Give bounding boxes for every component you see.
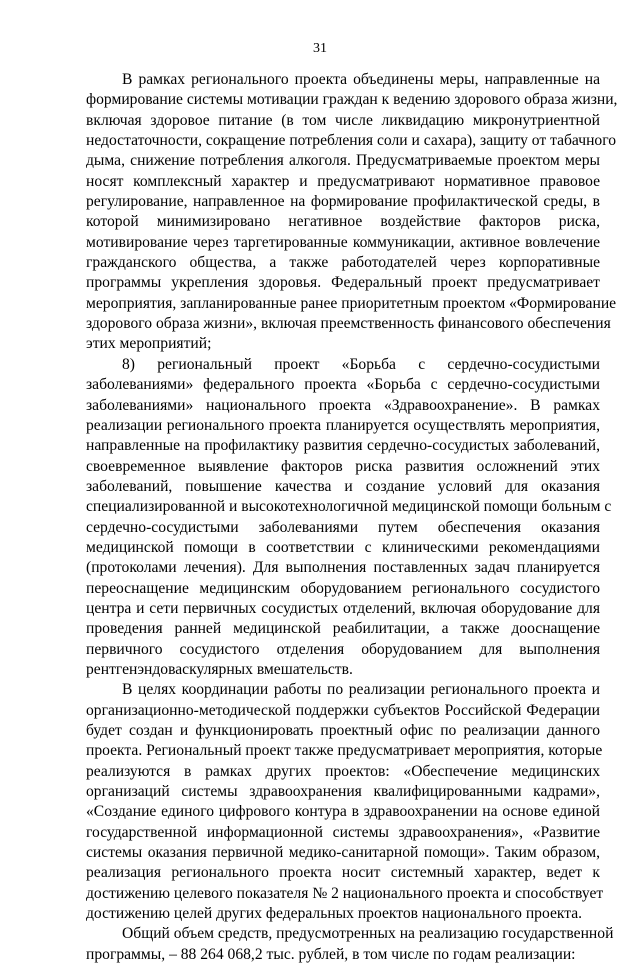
text-line: системы оказания первичной медико-санитарной помощи». Таким образом, [86, 844, 600, 862]
text-line: реализации регионального проекта планируется осуществлять мероприятия, [86, 416, 600, 434]
text-line: программы укрепления здоровья. Федеральный проект предусматривает [86, 274, 600, 292]
text-line: В рамках регионального проекта объединены меры, направленные на [122, 71, 600, 88]
text-line: гражданского общества, а также работодателей через корпоративные [86, 254, 600, 272]
text-line: «Создание единого цифрового контура в здравоохранении на основе единой [86, 803, 600, 821]
text-line: проекта. Региональный проект также предусматривает мероприятия, которые [86, 742, 603, 760]
text-line: регулирование, направленное на формирование профилактической среды, в [86, 193, 600, 211]
text-line: формирование системы мотивации граждан к ведению здорового образа жизни, [86, 91, 618, 109]
text-line: заболеваниями» национального проекта «Здравоохранение». В рамках [86, 396, 600, 414]
text-line: переоснащение медицинским оборудованием регионального сосудистого [86, 579, 600, 597]
text-line: заболеваниями» федерального проекта «Борьба с сердечно-сосудистыми [86, 376, 600, 394]
text-line: центра и сети первичных сосудистых отделений, включая оборудование для [86, 599, 600, 617]
text-line: 8) региональный проект «Борьба с сердечно-сосудистыми [122, 355, 600, 373]
text-line: этих мероприятий; [86, 335, 212, 353]
text-line: достижению целевого показателя № 2 национального проекта и способствует [86, 884, 604, 902]
text-line: медицинской помощи в соответствии с клиническими рекомендациями [86, 538, 600, 556]
text-line: реализация регионального проекта носит системный характер, ведет к [86, 864, 600, 882]
text-line: будет создан и функционировать проектный офис по реализации данного [86, 722, 600, 739]
text-line: здорового образа жизни», включая преемственность финансового обеспечения [86, 315, 611, 333]
text-line: рентгенэндоваскулярных вмешательств. [86, 660, 353, 678]
text-line: (протоколами лечения). Для выполнения поставленных задач планируется [86, 559, 600, 577]
text-line: достижению целей других федеральных проектов национального проекта. [86, 905, 583, 923]
text-line: Общий объем средств, предусмотренных на реализацию государственной [122, 925, 614, 943]
text-line: недостаточности, сокращение потребления соли и сахара), защиту от табачного [86, 132, 617, 150]
text-line: заболеваний, повышение качества и создание условий для оказания [86, 477, 600, 495]
text-line: организаций системы здравоохранения квалифицированными кадрами», [86, 783, 600, 801]
text-line: носят комплексный характер и предусматривают нормативное правовое [86, 172, 600, 190]
text-line: программы, – 88 264 068,2 тыс. рублей, в том числе по годам реализации: [86, 945, 576, 963]
text-line: направленные на профилактику развития сердечно-сосудистых заболеваний, [86, 437, 600, 455]
text-line: организационно-методической поддержки субъектов Российской Федерации [86, 701, 600, 719]
text-line: которой минимизировано негативное воздействие факторов риска, [86, 213, 600, 231]
text-line: В целях координации работы по реализации регионального проекта и [122, 681, 600, 699]
text-line: реализуются в рамках других проектов: «Обеспечение медицинских [86, 762, 600, 780]
text-line: включая здоровое питание (в том числе ликвидацию микронутриентной [86, 111, 600, 129]
text-line: государственной информационной системы здравоохранения», «Развитие [86, 823, 600, 841]
text-line: дыма, снижение потребления алкоголя. Предусматриваемые проектом меры [86, 152, 600, 170]
text-line: сердечно-сосудистыми заболеваниями путем обеспечения оказания [86, 518, 600, 536]
text-line: первичного сосудистого отделения оборудованием для выполнения [86, 640, 600, 658]
text-line: мероприятия, запланированные ранее приоритетным проектом «Формирование [86, 294, 617, 312]
body-text [86, 70, 618, 965]
text-line: своевременное выявление факторов риска развития осложнений этих [86, 457, 600, 475]
page-number: 31 [313, 41, 327, 56]
text-line: проведения ранней медицинской реабилитации, а также дооснащение [86, 620, 600, 638]
text-line: специализированной и высокотехнологичной медицинской помощи больным с [86, 498, 612, 516]
text-line: мотивирование через таргетированные коммуникации, активное вовлечение [86, 233, 600, 251]
